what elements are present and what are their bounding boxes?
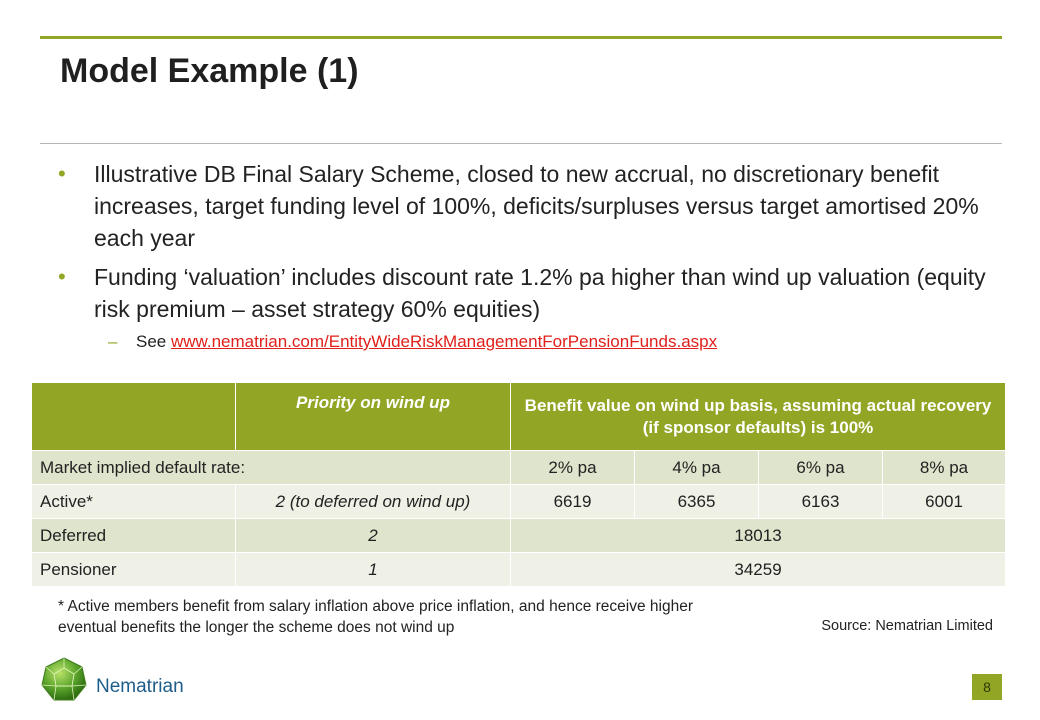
table-row-pensioner — [32, 553, 1006, 587]
member-type-cell: Deferred — [32, 519, 236, 553]
source-note: Source: Nematrian Limited — [821, 618, 993, 634]
bullet-list — [58, 158, 998, 354]
bullet-dot-icon: • — [58, 161, 66, 186]
top-accent-rule — [40, 36, 1002, 39]
bullet-item — [58, 261, 998, 325]
value-cell: 6365 — [635, 485, 759, 519]
value-cell: 6163 — [759, 485, 883, 519]
header-benefit-value: Benefit value on wind up basis, assuming actual recovery (if sponsor defaults) is 100% — [511, 383, 1006, 451]
rate-cell: 6% pa — [759, 451, 883, 485]
priority-cell: 2 (to deferred on wind up) — [236, 485, 511, 519]
bullet-text: Illustrative DB Final Salary Scheme, closed to new accrual, no discretionary benefit increases, target funding level of 100%, deficits/surpluses versus target amortised 20% each year — [94, 161, 979, 251]
value-cell: 6619 — [511, 485, 635, 519]
dash-icon: – — [108, 332, 118, 351]
footnote: * Active members benefit from salary inflation above price inflation, and hence receive higher eventual benefits the longer the scheme does not wind up — [58, 598, 693, 636]
default-rate-table — [31, 382, 1006, 587]
table-row-deferred — [32, 519, 1006, 553]
rate-cell: 2% pa — [511, 451, 635, 485]
value-cell: 18013 — [511, 519, 1006, 553]
table-header-row — [32, 383, 1006, 451]
default-rate-label: Market implied default rate: — [32, 451, 511, 485]
header-priority: Priority on wind up — [236, 383, 511, 451]
brand-name: Nematrian — [96, 676, 184, 697]
bullet-dot-icon: • — [58, 264, 66, 289]
reference-link[interactable]: www.nematrian.com/EntityWideRiskManagementForPensionFunds.aspx — [170, 332, 718, 351]
table-row-active — [32, 485, 1006, 519]
member-type-cell: Pensioner — [32, 553, 236, 587]
bullet-item — [58, 158, 998, 254]
nematrian-logo-icon — [40, 656, 88, 704]
value-cell: 6001 — [883, 485, 1006, 519]
sub-bullet-prefix: See — [136, 332, 171, 351]
table-row-default-rate — [32, 451, 1006, 485]
rate-cell: 8% pa — [883, 451, 1006, 485]
priority-cell: 2 — [236, 519, 511, 553]
member-type-cell: Active* — [32, 485, 236, 519]
header-blank-cell — [32, 383, 236, 451]
value-cell: 34259 — [511, 553, 1006, 587]
page-number: 8 — [972, 674, 1002, 700]
slide-title: Model Example (1) — [60, 52, 359, 90]
sub-bullet-item — [58, 330, 998, 354]
priority-cell: 1 — [236, 553, 511, 587]
title-divider — [40, 143, 1002, 144]
rate-cell: 4% pa — [635, 451, 759, 485]
bullet-text: Funding ‘valuation’ includes discount rate 1.2% pa higher than wind up valuation (equity risk premium – asset strategy 60% equities) — [94, 264, 986, 322]
